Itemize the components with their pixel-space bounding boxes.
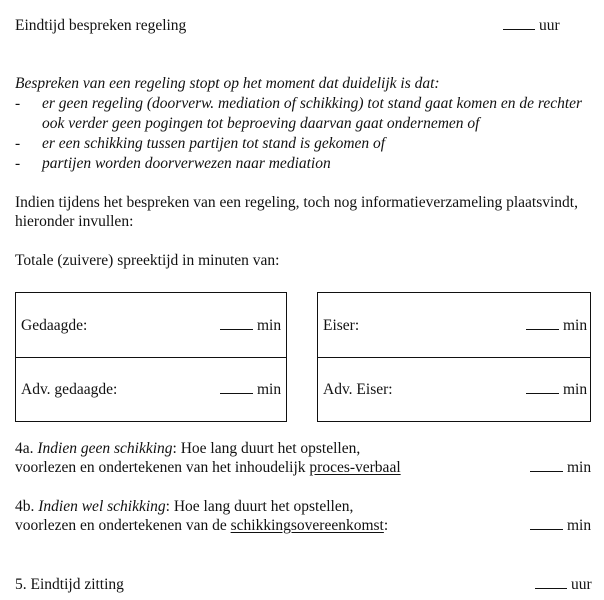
end-time-session-field[interactable] [535, 576, 592, 594]
q4a-underlined: proces-verbaal [309, 459, 401, 476]
defendant-minutes-blank[interactable] [220, 328, 253, 330]
question-4b-line1 [15, 498, 353, 516]
bullet-1-line2: ook verder geen pogingen tot beproeving daarvan gaat ondernemen of [42, 115, 480, 132]
q4b-italic: Indien wel schikking [38, 498, 166, 515]
end-time-session-unit: uur [571, 576, 592, 593]
plaintiff-time-box [317, 292, 591, 422]
plaintiff-minutes-field[interactable] [526, 317, 587, 335]
q4a-line2-prefix: voorlezen en ondertekenen van het inhoudelijk [15, 459, 310, 476]
question-4a-line2 [15, 459, 401, 477]
plaintiff-lawyer-minutes-field[interactable] [526, 381, 587, 399]
q4a-minutes-blank[interactable] [530, 470, 563, 472]
info-note-line2: hieronder invullen: [15, 213, 134, 230]
defendant-lawyer-minutes-blank[interactable] [220, 392, 253, 394]
plaintiff-minutes-blank[interactable] [526, 328, 559, 330]
defendant-lawyer-minutes-field[interactable] [220, 381, 281, 399]
q4b-minutes-field[interactable] [530, 517, 591, 535]
question-4b-line2 [15, 517, 388, 535]
bullet-2-line1: er een schikking tussen partijen tot stand is gekomen of [42, 135, 386, 152]
end-time-session-label: 5. Eindtijd zitting [15, 576, 124, 593]
bullet-dash: - [15, 135, 21, 152]
q4a-rest: : Hoe lang duurt het opstellen, [172, 440, 361, 457]
plaintiff-lawyer-minutes-blank[interactable] [526, 392, 559, 394]
defendant-label: Gedaagde: [21, 317, 88, 334]
plaintiff-lawyer-minutes-unit: min [563, 381, 588, 398]
q4b-line2-suffix: : [383, 517, 389, 534]
box-divider [16, 357, 286, 358]
defendant-time-box [15, 292, 287, 422]
q4b-minutes-blank[interactable] [530, 528, 563, 530]
defendant-minutes-field[interactable] [220, 317, 281, 335]
plaintiff-lawyer-label: Adv. Eiser: [323, 381, 393, 398]
plaintiff-minutes-unit: min [563, 317, 588, 334]
q4b-underlined: schikkingsovereenkomst [230, 517, 384, 534]
q4a-italic: Indien geen schikking [37, 440, 173, 457]
speaking-time-label: Totale (zuivere) spreektijd in minuten van: [15, 252, 280, 269]
bullet-dash: - [15, 95, 21, 112]
defendant-lawyer-minutes-unit: min [257, 381, 282, 398]
end-time-regeling-unit: uur [539, 17, 560, 34]
bullet-1-line1: er geen regeling (doorverw. mediation of schikking) tot stand gaat komen en de rechter [42, 95, 583, 112]
q4b-number: 4b. [15, 498, 35, 515]
question-4a-line1 [15, 440, 360, 458]
q4a-number: 4a. [15, 440, 34, 457]
q4b-line2-prefix: voorlezen en ondertekenen van de [15, 517, 231, 534]
info-note-line1: Indien tijdens het bespreken van een regeling, toch nog informatieverzameling plaatsvindt, [15, 194, 578, 211]
q4b-minutes-unit: min [567, 517, 592, 534]
bullet-3-line1: partijen worden doorverwezen naar mediation [42, 155, 331, 172]
box-divider [318, 357, 590, 358]
q4a-minutes-unit: min [567, 459, 592, 476]
end-time-regeling-label: Eindtijd bespreken regeling [15, 17, 187, 34]
end-time-session-blank[interactable] [535, 587, 567, 589]
q4b-rest: : Hoe lang duurt het opstellen, [165, 498, 354, 515]
intro-heading: Bespreken van een regeling stopt op het moment dat duidelijk is dat: [15, 75, 440, 92]
plaintiff-label: Eiser: [323, 317, 360, 334]
q4a-minutes-field[interactable] [530, 459, 591, 477]
defendant-lawyer-label: Adv. gedaagde: [21, 381, 118, 398]
defendant-minutes-unit: min [257, 317, 282, 334]
end-time-regeling-blank[interactable] [503, 28, 535, 30]
end-time-regeling-field[interactable] [503, 17, 560, 35]
bullet-dash: - [15, 155, 21, 172]
